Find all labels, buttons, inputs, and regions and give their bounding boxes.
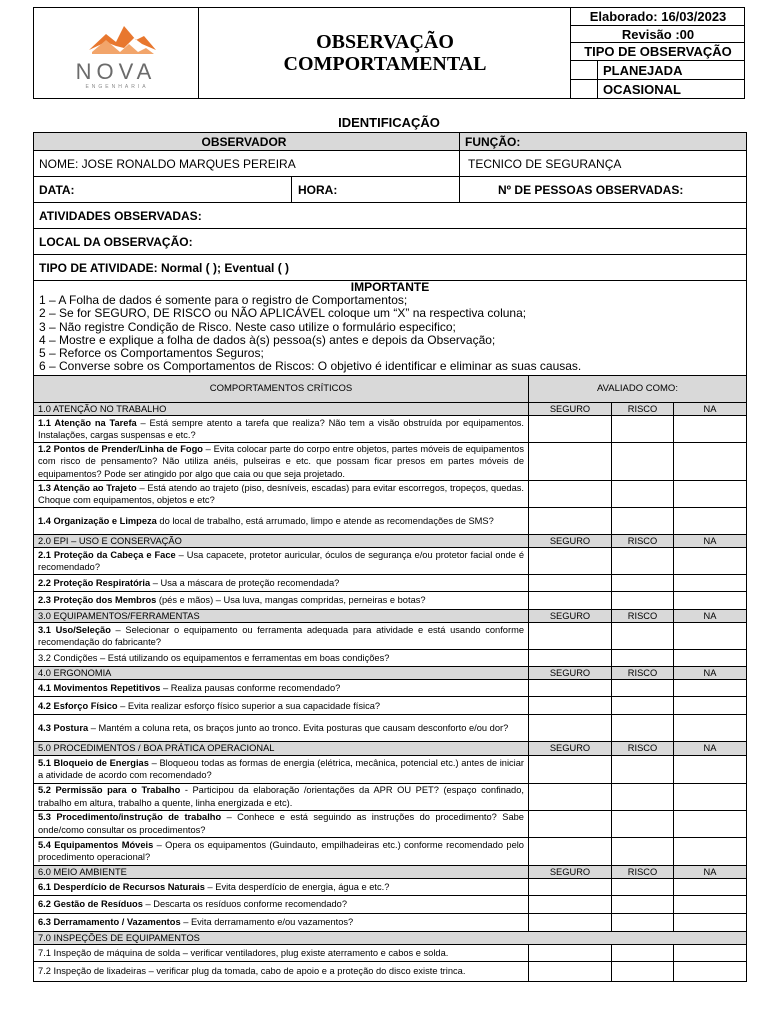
behaviour-title: 6.1 Desperdício de Recursos Naturais: [38, 881, 205, 892]
behaviour-title: 3.1 Uso/Seleção: [38, 625, 111, 636]
section-title: 4.0 ERGONOMIA: [34, 667, 529, 680]
seguro-cell[interactable]: [529, 507, 612, 534]
risco-cell[interactable]: [612, 945, 674, 962]
behaviour-text: 3.2 Condições – Está utilizando os equipamentos e ferramentas em boas condições?: [38, 653, 390, 664]
seguro-cell[interactable]: [529, 575, 612, 592]
section-title-identificacao: IDENTIFICAÇÃO: [338, 115, 440, 130]
na-cell[interactable]: [674, 895, 747, 913]
seguro-cell[interactable]: [529, 945, 612, 962]
observer-function[interactable]: TECNICO DE SEGURANÇA: [460, 151, 747, 177]
behaviour-table: [33, 375, 747, 982]
na-cell[interactable]: [674, 507, 747, 534]
importante-line: 4 – Mostre e explique a folha de dados à(s) pessoa(s) antes e depois da Observação;: [39, 332, 496, 347]
na-cell[interactable]: [674, 962, 747, 982]
na-cell[interactable]: [674, 443, 747, 481]
title-line-1: OBSERVAÇÃO: [316, 31, 454, 53]
behaviour-text: – Mantém a coluna reta, os braços junto ao tronco. Evita posturas que causam desconforto e/ou dor?: [88, 723, 509, 734]
revision: Revisão :00: [570, 26, 745, 43]
importante-line: 6 – Converse sobre os Comportamentos de Riscos: O objetivo é identificar e eliminar as suas causas.: [39, 359, 582, 374]
section-title: 5.0 PROCEDIMENTOS / BOA PRÁTICA OPERACIONAL: [34, 742, 529, 755]
na-cell[interactable]: [674, 416, 747, 443]
behaviour-title: 1.2 Pontos de Prender/Linha de Fogo: [38, 444, 203, 455]
svg-text:ENGENHARIA: ENGENHARIA: [85, 84, 149, 90]
behaviour-text: 7.2 Inspeção de lixadeiras – verificar plug da tomada, cabo de apoio e a proteção do disco existe trinca.: [38, 966, 466, 977]
behaviour-text: (pés e mãos) – Usa luva, mangas compridas, perneiras e botas?: [156, 595, 426, 606]
na-column-header: NA: [674, 610, 747, 623]
behaviour-text: – Está sempre atento a tarefa que realiza? Não tem a visão obstruída por equipamentos. Instalações, cargas suspensas e etc.?: [38, 418, 524, 441]
section-title: 2.0 EPI – USO E CONSERVAÇÃO: [34, 534, 529, 547]
seguro-cell[interactable]: [529, 592, 612, 610]
behaviour-question: [34, 895, 529, 913]
risco-column-header: RISCO: [612, 534, 674, 547]
risco-cell[interactable]: [612, 878, 674, 895]
observer-name[interactable]: NOME: JOSE RONALDO MARQUES PEREIRA: [34, 151, 460, 177]
importante-line: 2 – Se for SEGURO, DE RISCO ou NÃO APLICÁVEL coloque um “X” na respectiva coluna;: [39, 306, 527, 321]
na-cell[interactable]: [674, 650, 747, 667]
behaviour-row: [34, 480, 747, 507]
seguro-cell[interactable]: [529, 548, 612, 575]
behaviour-row: [34, 507, 747, 534]
logo-mountain-icon: [34, 8, 199, 98]
behaviour-title: 1.3 Atenção ao Trajeto: [38, 482, 137, 493]
behaviour-question: [34, 507, 529, 534]
behaviour-row: [34, 443, 747, 481]
seguro-cell[interactable]: [529, 623, 612, 650]
data-field[interactable]: DATA:: [34, 177, 292, 203]
seguro-column-header: SEGURO: [529, 534, 612, 547]
na-cell[interactable]: [674, 680, 747, 697]
seguro-cell[interactable]: [529, 480, 612, 507]
local-field[interactable]: LOCAL DA OBSERVAÇÃO:: [34, 229, 747, 255]
behaviour-question: [34, 697, 529, 715]
na-cell[interactable]: [674, 697, 747, 715]
na-cell[interactable]: [674, 623, 747, 650]
behaviour-question: [34, 623, 529, 650]
section-header-row: [34, 534, 747, 547]
section-title: 1.0 ATENÇÃO NO TRABALHO: [34, 403, 529, 416]
behaviour-row: [34, 650, 747, 667]
behaviour-question: [34, 575, 529, 592]
seguro-cell[interactable]: [529, 837, 612, 865]
seguro-column-header: SEGURO: [529, 742, 612, 755]
behaviour-row: [34, 945, 747, 962]
behaviour-row: [34, 755, 747, 783]
na-column-header: NA: [674, 534, 747, 547]
behaviour-text: – Evita desperdício de energia, água e etc.?: [204, 881, 390, 892]
behaviour-row: [34, 878, 747, 895]
behaviour-row: [34, 592, 747, 610]
behaviour-row: [34, 416, 747, 443]
behaviour-text: – Conhece e está seguindo as instruções do procedimento? Sabe onde/como consultar os procedimentos?: [38, 812, 524, 835]
behaviour-question: [34, 650, 529, 667]
seguro-cell[interactable]: [529, 697, 612, 715]
behaviour-question: [34, 443, 529, 481]
risco-cell[interactable]: [612, 416, 674, 443]
behaviour-text: – Usa capacete, protetor auricular, óculos de segurança e/ou protetor facial onde é recomendado?: [38, 549, 524, 573]
seguro-cell[interactable]: [529, 878, 612, 895]
behaviour-text: – Selecionar o equipamento ou ferramenta adequada para atividade e está usando conforme recomendação do fabricante?: [38, 625, 524, 648]
risco-cell[interactable]: [612, 837, 674, 865]
risco-cell[interactable]: [612, 680, 674, 697]
behaviour-question: [34, 913, 529, 931]
hora-field[interactable]: HORA:: [292, 177, 460, 203]
importante-line: 3 – Não registre Condição de Risco. Neste caso utilize o formulário especifico;: [39, 319, 456, 334]
na-column-header: NA: [674, 742, 747, 755]
risco-cell[interactable]: [612, 443, 674, 481]
seguro-cell[interactable]: [529, 962, 612, 982]
seguro-cell[interactable]: [529, 680, 612, 697]
behaviour-row: [34, 810, 747, 837]
risco-column-header: RISCO: [612, 742, 674, 755]
na-cell[interactable]: [674, 783, 747, 810]
pessoas-field[interactable]: Nº DE PESSOAS OBSERVADAS:: [460, 177, 747, 203]
behaviour-text: – Está atendo ao trajeto (piso, desníveis, escadas) para evitar escorregos, tropeços, quedas. Choque com equipamentos, objetos e etc?: [38, 482, 524, 505]
section-header-row: [34, 742, 747, 755]
section-header-row: [34, 403, 747, 416]
behaviour-text: – Realiza pausas conforme recomendado?: [160, 683, 341, 694]
seguro-column-header: SEGURO: [529, 403, 612, 416]
behaviour-title: 6.2 Gestão de Resíduos: [38, 899, 143, 910]
behaviour-question: [34, 480, 529, 507]
importante-title: IMPORTANTE: [350, 280, 430, 294]
title-line-2: COMPORTAMENTAL: [283, 53, 487, 75]
behaviour-question: [34, 878, 529, 895]
document-title: [200, 8, 570, 98]
behaviour-row: [34, 837, 747, 865]
seguro-cell[interactable]: [529, 913, 612, 931]
risco-cell[interactable]: [612, 810, 674, 837]
checkbox-ocasional[interactable]: [570, 80, 598, 98]
behaviour-question: [34, 680, 529, 697]
seguro-column-header: SEGURO: [529, 610, 612, 623]
behaviour-question: [34, 962, 529, 982]
observador-header: OBSERVADOR: [34, 133, 460, 151]
na-cell[interactable]: [674, 592, 747, 610]
na-cell[interactable]: [674, 913, 747, 931]
behaviour-title: 5.1 Bloqueio de Energias: [38, 757, 149, 768]
na-column-header: NA: [674, 865, 747, 878]
risco-cell[interactable]: [612, 715, 674, 742]
behaviour-title: 1.1 Atenção na Tarefa: [38, 418, 137, 428]
funcao-header: FUNÇÃO:: [460, 133, 747, 151]
na-cell[interactable]: [674, 837, 747, 865]
risco-cell[interactable]: [612, 575, 674, 592]
behaviour-text: – Usa a máscara de proteção recomendada?: [150, 577, 340, 588]
risco-cell[interactable]: [612, 480, 674, 507]
section-header-row: [34, 610, 747, 623]
seguro-cell[interactable]: [529, 783, 612, 810]
option-planejada: PLANEJADA: [570, 61, 745, 80]
risco-cell[interactable]: [612, 592, 674, 610]
risco-column-header: RISCO: [612, 610, 674, 623]
behaviour-row: [34, 680, 747, 697]
svg-text:NOVA: NOVA: [75, 59, 157, 84]
seguro-cell[interactable]: [529, 443, 612, 481]
risco-column-header: RISCO: [612, 667, 674, 680]
identification-table: [33, 132, 747, 376]
na-cell[interactable]: [674, 810, 747, 837]
risco-cell[interactable]: [612, 697, 674, 715]
behaviour-text: 7.1 Inspeção de máquina de solda – verificar ventiladores, plug existe aterramento e cabos e solda.: [38, 947, 449, 958]
behaviour-title: 5.2 Permissão para o Trabalho: [38, 785, 181, 796]
behaviour-question: [34, 715, 529, 742]
risco-cell[interactable]: [612, 507, 674, 534]
company-logo: [34, 8, 199, 98]
behaviour-row: [34, 962, 747, 982]
comportamentos-header: COMPORTAMENTOS CRÍTICOS: [34, 376, 529, 403]
elaborado-date: Elaborado: 16/03/2023: [570, 8, 745, 26]
risco-cell[interactable]: [612, 650, 674, 667]
behaviour-row: [34, 575, 747, 592]
behaviour-question: [34, 783, 529, 810]
risco-cell[interactable]: [612, 895, 674, 913]
seguro-cell[interactable]: [529, 650, 612, 667]
section-title: 3.0 EQUIPAMENTOS/FERRAMENTAS: [34, 610, 529, 623]
behaviour-question: [34, 416, 529, 443]
importante-line: 5 – Reforce os Comportamentos Seguros;: [39, 346, 264, 361]
behaviour-title: 1.4 Organização e Limpeza: [38, 515, 157, 526]
behaviour-text: – Evita colocar parte do corpo entre objetos, partes móveis de equipamentos com risco de pensamento? Não utiliza anéis, pulseiras e etc. que possam ficar presos em partes móveis de equipamentos? Pode ser atingido por algo que caia ou que seja projetado.: [38, 444, 524, 479]
seguro-cell[interactable]: [529, 810, 612, 837]
behaviour-title: 6.3 Derramamento / Vazamentos: [38, 917, 181, 928]
na-column-header: NA: [674, 667, 747, 680]
seguro-column-header: SEGURO: [529, 865, 612, 878]
seguro-cell[interactable]: [529, 416, 612, 443]
section-title: 7.0 INSPEÇÕES DE EQUIPAMENTOS: [34, 931, 747, 944]
seguro-cell[interactable]: [529, 895, 612, 913]
behaviour-question: [34, 945, 529, 962]
risco-column-header: RISCO: [612, 865, 674, 878]
behaviour-title: 2.2 Proteção Respiratória: [38, 577, 151, 588]
behaviour-title: 4.1 Movimentos Repetitivos: [38, 683, 161, 694]
risco-cell[interactable]: [612, 548, 674, 575]
na-cell[interactable]: [674, 755, 747, 783]
seguro-cell[interactable]: [529, 715, 612, 742]
behaviour-question: [34, 548, 529, 575]
na-cell[interactable]: [674, 878, 747, 895]
behaviour-question: [34, 755, 529, 783]
section-header-row: [34, 667, 747, 680]
behaviour-text: – Descarta os resíduos conforme recomendado?: [142, 899, 348, 910]
behaviour-title: 4.3 Postura: [38, 723, 89, 734]
behaviour-title: 2.1 Proteção da Cabeça e Face: [38, 549, 176, 560]
behaviour-text: - Participou da elaboração /orientações da APR OU PET? (espaço confinado, trabalho em altura, trabalho a quente, linha energizada e etc).: [38, 785, 524, 808]
risco-column-header: RISCO: [612, 403, 674, 416]
behaviour-text: do local de trabalho, está arrumado, limpo e atende as recomendações de SMS?: [156, 515, 494, 526]
behaviour-title: 4.2 Esforço Físico: [38, 700, 118, 711]
tipo-atividade-field[interactable]: TIPO DE ATIVIDADE: Normal ( ); Eventual ( ): [34, 255, 747, 281]
importante-box: [34, 281, 747, 376]
option-ocasional: OCASIONAL: [570, 80, 745, 98]
na-cell[interactable]: [674, 575, 747, 592]
na-cell[interactable]: [674, 715, 747, 742]
risco-cell[interactable]: [612, 623, 674, 650]
risco-cell[interactable]: [612, 755, 674, 783]
na-cell[interactable]: [674, 945, 747, 962]
behaviour-text: – Evita derramamento e/ou vazamentos?: [180, 917, 354, 928]
risco-cell[interactable]: [612, 962, 674, 982]
risco-cell[interactable]: [612, 783, 674, 810]
behaviour-row: [34, 548, 747, 575]
atividades-field[interactable]: ATIVIDADES OBSERVADAS:: [34, 203, 747, 229]
na-column-header: NA: [674, 403, 747, 416]
avaliado-header: AVALIADO COMO:: [529, 376, 747, 403]
section-header-row: [34, 865, 747, 878]
importante-line: 1 – A Folha de dados é somente para o registro de Comportamentos;: [39, 293, 408, 308]
behaviour-text: – Opera os equipamentos (Guindauto, empilhadeiras etc.) conforme recomendado pelo procedimento operacional?: [38, 839, 524, 863]
behaviour-row: [34, 697, 747, 715]
behaviour-text: – Evita realizar esforço físico superior a sua capacidade física?: [117, 700, 381, 711]
behaviour-title: 2.3 Proteção dos Membros: [38, 595, 157, 606]
observation-type-label: TIPO DE OBSERVAÇÃO: [570, 43, 745, 61]
section-header-row: [34, 931, 747, 944]
na-cell[interactable]: [674, 548, 747, 575]
behaviour-row: [34, 783, 747, 810]
behaviour-question: [34, 810, 529, 837]
section-title: 6.0 MEIO AMBIENTE: [34, 865, 529, 878]
behaviour-title: 5.4 Equipamentos Móveis: [38, 839, 154, 850]
risco-cell[interactable]: [612, 913, 674, 931]
behaviour-question: [34, 592, 529, 610]
behaviour-title: 5.3 Procedimento/instrução de trabalho: [38, 812, 222, 823]
seguro-cell[interactable]: [529, 755, 612, 783]
checkbox-planejada[interactable]: [570, 61, 598, 80]
behaviour-row: [34, 623, 747, 650]
behaviour-row: [34, 913, 747, 931]
behaviour-row: [34, 715, 747, 742]
behaviour-text: – Bloqueou todas as formas de energia (elétrica, mecânica, potencial etc.) antes de iniciar a atividade de acordo com recomendado?: [38, 757, 525, 781]
na-cell[interactable]: [674, 480, 747, 507]
behaviour-row: [34, 895, 747, 913]
seguro-column-header: SEGURO: [529, 667, 612, 680]
behaviour-question: [34, 837, 529, 865]
